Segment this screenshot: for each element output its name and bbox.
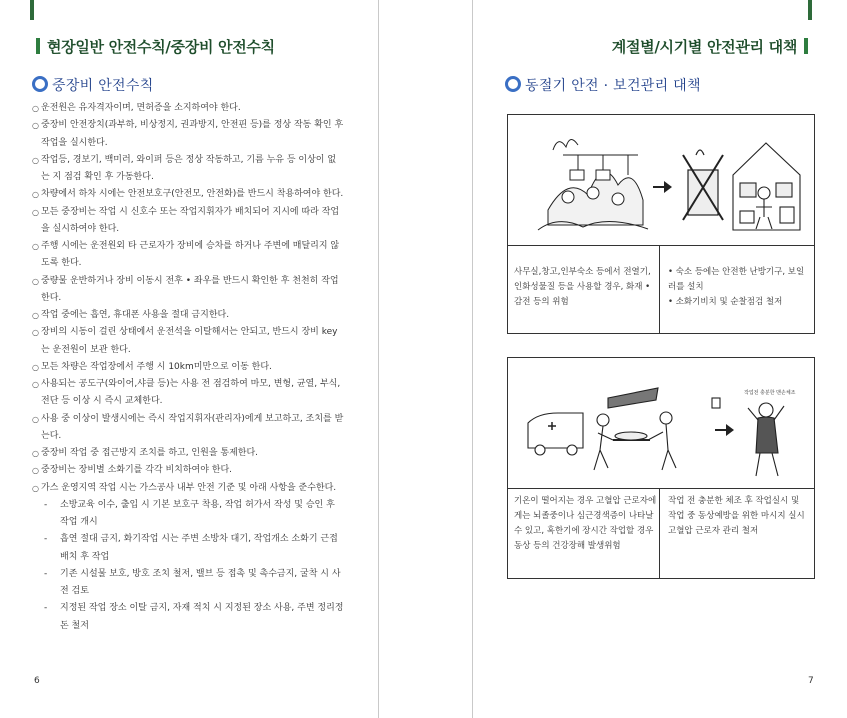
column-divider <box>659 488 660 578</box>
page-top-marker <box>30 0 34 20</box>
header-bar-icon <box>804 38 808 54</box>
stretcher-scene-icon <box>508 358 814 488</box>
fire-hazard-illustration <box>508 115 814 246</box>
list-item: ○ 중량물 운반하거나 장비 이동시 전후 • 좌우를 반드시 확인한 후 천천히 작업한다. <box>32 273 344 308</box>
arrow-right-icon <box>715 424 734 436</box>
illustration-caption: 작업전 충분한 맨손체조 <box>744 390 796 396</box>
page-number: 6 <box>34 676 40 686</box>
page-gutter <box>379 0 471 718</box>
list-item: ○ 차량에서 하차 시에는 안전보호구(안전모, 안전화)를 반드시 착용하여야 한다. <box>32 186 344 203</box>
right-header-text: 계절별/시기별 안전관리 대책 <box>611 38 798 56</box>
page-number: 7 <box>808 676 814 686</box>
countermeasure-list <box>668 265 808 310</box>
ring-bullet-icon <box>32 76 48 92</box>
left-page-header <box>34 36 275 57</box>
fire-hazard-box <box>507 114 815 334</box>
list-item: ○ 주행 시에는 운전원외 타 근로자가 장비에 승차를 하거나 주변에 매달리지 않도록 한다. <box>32 238 344 273</box>
list-item: ○ 모든 차량은 작업장에서 주행 시 10km미만으로 이동 한다. <box>32 359 344 376</box>
cold-health-illustration <box>508 358 814 489</box>
left-header-text: 현장일반 안전수칙/중장비 안전수칙 <box>46 38 275 56</box>
countermeasure-text: 작업 전 충분한 체조 후 작업실시 및 작업 중 동상예방을 위한 마시지 실시 고혈압 근로자 관리 철저 <box>668 496 805 536</box>
list-item: ○ 장비의 시동이 걸린 상태에서 운전석을 이탈해서는 안되고, 반드시 장비 key는 운전원이 보관 한다. <box>32 324 344 359</box>
ring-bullet-icon <box>505 76 521 92</box>
safety-rule-list <box>32 100 344 635</box>
page-top-marker <box>808 0 812 20</box>
sub-list-item: - 지정된 작업 장소 이탈 금지, 자재 적치 시 지정된 장소 사용, 주변 정리정돈 철저 <box>44 603 344 631</box>
left-section-title: 중장비 안전수칙 <box>32 75 154 95</box>
cold-health-box <box>507 357 815 579</box>
hazard-description: 기온이 떨어지는 경우 고혈압 근로자에게는 뇌졸중이나 심근경색증이 나타날 수 있고, 혹한기에 장시간 작업할 경우 동상 등의 건강장해 발생위험 <box>514 496 657 551</box>
sub-list-item: - 흡연 절대 금지, 화기작업 시는 주변 소방차 대기, 작업개소 소화기 근접 배치 후 작업 <box>44 534 338 562</box>
sub-list-item: - 소방교육 이수, 출입 시 기본 보호구 착용, 작업 허가서 작성 및 승인 후 작업 개시 <box>44 499 335 527</box>
list-item: ○ 중장비는 장비별 소화기를 각각 비치하여야 한다. <box>32 462 344 479</box>
header-bar-icon <box>36 38 40 54</box>
arrow-right-icon <box>653 181 672 193</box>
column-divider <box>659 245 660 333</box>
list-item: ○ 사용되는 공도구(와이어,샤클 등)는 사용 전 점검하여 마모, 변형, 균열, 부식, 전단 등 이상 시 즉시 교체한다. <box>32 376 344 411</box>
list-item: ○ 모든 중장비는 작업 시 신호수 또는 작업지휘자가 배치되어 지시에 따라 작업을 실시하여야 한다. <box>32 204 344 239</box>
hazard-description: 사무실,창고,인부숙소 등에서 전열기, 인화성물질 등을 사용할 경우, 화재 • 감전 등의 위험 <box>514 267 651 307</box>
list-item: • 소화기비치 및 순찰점검 철저 <box>668 297 783 307</box>
list-item: ○ 사용 중 이상이 발생시에는 즉시 작업지휘자(관리자)에게 보고하고, 조치를 받는다. <box>32 411 344 446</box>
list-item: ○ 중장비 안전장치(과부하, 비상정지, 권과방지, 안전핀 등)를 정상 작동 확인 후 작업을 실시한다. <box>32 117 344 152</box>
list-item: • 숙소 등에는 안전한 난방기구, 보일러를 설치 <box>668 267 805 292</box>
list-item: ○ 작업 중에는 흡연, 휴대폰 사용을 절대 금지한다. <box>32 307 344 324</box>
right-section-title: 동절기 안전 · 보건관리 대책 <box>505 75 701 95</box>
sub-list-item: - 기존 시설물 보호, 방호 조치 철저, 밸브 등 접촉 및 촉수금지, 굴착 시 사전 검토 <box>44 568 341 596</box>
fire-scene-icon <box>508 115 814 245</box>
list-item: ○ 운전원은 유자격자이며, 면허증을 소지하여야 한다. <box>32 100 344 117</box>
list-item: ○ 가스 운영지역 작업 시는 가스공사 내부 안전 기준 및 아래 사항을 준수한다. <box>32 480 344 497</box>
list-item: ○ 중장비 작업 중 접근방지 조치를 하고, 인원을 통제한다. <box>32 445 344 462</box>
list-item: ○ 작업등, 경보기, 백미러, 와이퍼 등은 정상 작동하고, 기름 누유 등 이상이 없는 지 점검 확인 후 가동한다. <box>32 152 344 187</box>
right-page-header <box>612 36 810 57</box>
